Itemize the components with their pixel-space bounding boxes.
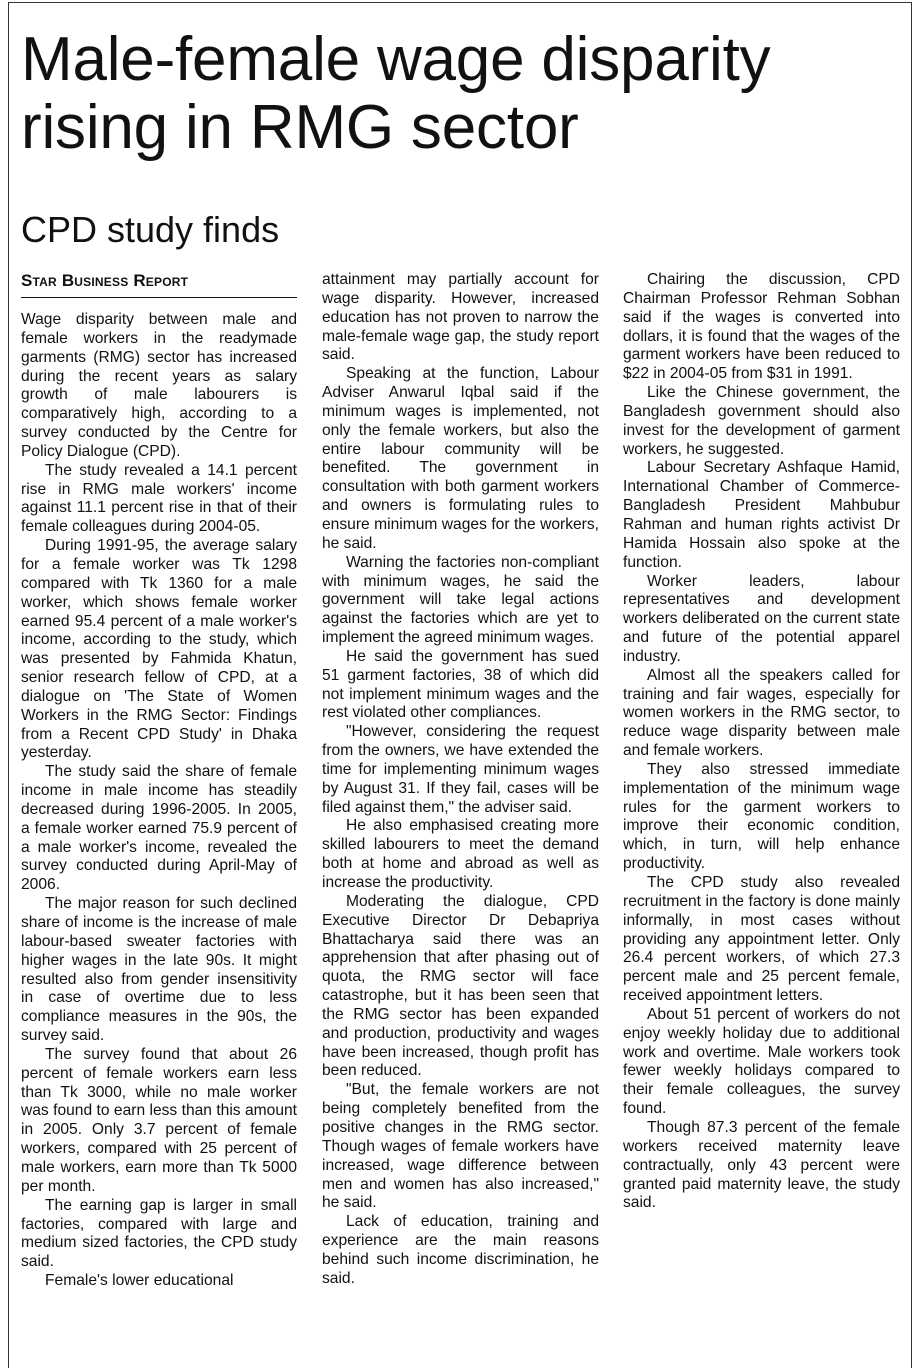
paragraph: He said the government has sued 51 garment factories, 38 of which did not implement minimum wages and the rest violated other compliances.: [322, 647, 599, 722]
paragraph: The study said the share of female income in male income has steadily decreased during 1996-2005. In 2005, a female worker earned 75.9 percent of a male worker's income, revealed the survey conducted during April-May of 2006.: [21, 763, 297, 894]
frame-top-border: [8, 2, 912, 3]
paragraph: Almost all the speakers called for training and fair wages, especially for women workers in the RMG sector, to reduce wage disparity between male and female workers.: [623, 666, 900, 760]
headline: Male-female wage disparity rising in RMG sector: [21, 25, 771, 162]
paragraph: Warning the factories non-compliant with minimum wages, he said the government will take legal actions against the factories which are yet to implement the agreed minimum wages.: [322, 553, 599, 647]
column-2: [322, 271, 599, 1289]
paragraph: Lack of education, training and experience are the main reasons behind such income discrimination, he said.: [322, 1213, 599, 1287]
frame-left-border: [8, 2, 9, 1368]
paragraph: attainment may partially account for wage disparity. However, increased education has not proven to narrow the male-female wage gap, the study report said.: [322, 271, 599, 364]
paragraph: The earning gap is larger in small factories, compared with large and medium sized factories, the CPD study said.: [21, 1196, 297, 1271]
paragraph: Wage disparity between male and female workers in the readymade garments (RMG) sector has increased during the recent years as salary growth of male labourers is comparatively high, according to a survey conducted by the Centre for Policy Dialogue (CPD).: [21, 311, 297, 460]
paragraph: "However, considering the request from the owners, we have extended the time for implementing minimum wages by August 31. If they fail, cases will be filed against them," the adviser said.: [322, 723, 599, 816]
paragraph: The major reason for such declined share of income is the increase of male labour-based sweater factories with higher wages in the late 90s. It might resulted also from gender insensitivity in case of overtime due to less compliance measures in the 90s, the survey said.: [21, 895, 297, 1045]
frame-right-border: [911, 2, 912, 1368]
byline: Star Business Report: [21, 270, 297, 298]
paragraph: About 51 percent of workers do not enjoy weekly holiday due to additional work and overtime. Male workers took fewer weekly holidays compared to their female colleagues, the survey found.: [623, 1005, 900, 1118]
paragraph: Female's lower educational: [45, 1272, 234, 1290]
paragraph: He also emphasised creating more skilled labourers to meet the demand both at home and abroad as well as increase the productivity.: [322, 817, 599, 891]
paragraph: Worker leaders, labour representatives and development workers deliberated on the current state and future of the potential apparel industry.: [623, 572, 900, 665]
paragraph: Labour Secretary Ashfaque Hamid, International Chamber of Commerce-Bangladesh President Mahbubur Rahman and human rights activist Dr Hamida Hossain also spoke at the function.: [623, 459, 900, 571]
paragraph: The survey found that about 26 percent of female workers earn less than Tk 3000, while no male worker was found to earn less than this amount in 2005. Only 3.7 percent of female workers, compared with 25 percent of male workers, earn more than Tk 5000 per month.: [21, 1045, 297, 1195]
paragraph: The study revealed a 14.1 percent rise in RMG male workers' income against 11.1 percent rise in that of their female colleagues during 2004-05.: [21, 461, 297, 536]
paragraph: Though 87.3 percent of the female workers received maternity leave contractually, only 43 percent were granted paid maternity leave, the study said.: [623, 1118, 900, 1212]
subhead: CPD study finds: [21, 209, 280, 250]
paragraph: During 1991-95, the average salary for a female worker was Tk 1298 compared with Tk 1360 for a male worker, which shows female worker earned 95.4 percent of a male worker's income, according to the study, which was presented by Fahmida Khatun, senior research fellow of CPD, at a dialogue on 'The State of Women Workers in the RMG Sector: Findings from a Recent CPD Study' in Dhaka yesterday.: [21, 537, 297, 762]
column-1: [21, 311, 297, 1291]
paragraph: Speaking at the function, Labour Adviser Anwarul Iqbal said if the minimum wages is implemented, not only the female workers, but also the entire labour community will be benefited. The government in consultation with both garment workers and owners is formulating rules to ensure minimum wages for the workers, he said.: [322, 365, 599, 552]
paragraph: Like the Chinese government, the Bangladesh government should also invest for the development of garment workers, he suggested.: [623, 384, 900, 458]
paragraph: The CPD study also revealed recruitment in the factory is done mainly informally, in most cases without providing any appointment letter. Only 26.4 percent workers, of which 27.3 percent male and 25 percent female, received appointment letters.: [623, 874, 900, 1005]
paragraph: "But, the female workers are not being completely benefited from the positive changes in the RMG sector. Though wages of female workers have increased, wage difference between men and women has also increased," he said.: [322, 1081, 599, 1212]
paragraph: Chairing the discussion, CPD Chairman Professor Rehman Sobhan said if the wages is converted into dollars, it is found that the wages of the garment workers have been reduced to $22 in 2004-05 from $31 in 1991.: [623, 271, 900, 383]
paragraph: They also stressed immediate implementation of the minimum wage rules for the garment workers to improve their economic condition, which, in turn, will help enhance productivity.: [623, 760, 900, 873]
paragraph: Moderating the dialogue, CPD Executive Director Dr Debapriya Bhattacharya said there was an apprehension that after phasing out of quota, the RMG sector will face catastrophe, but it has been seen that the RMG sector has been expanded and production, productivity and wages have been increased, though profit has been reduced.: [322, 892, 599, 1080]
column-3: [623, 271, 900, 1213]
